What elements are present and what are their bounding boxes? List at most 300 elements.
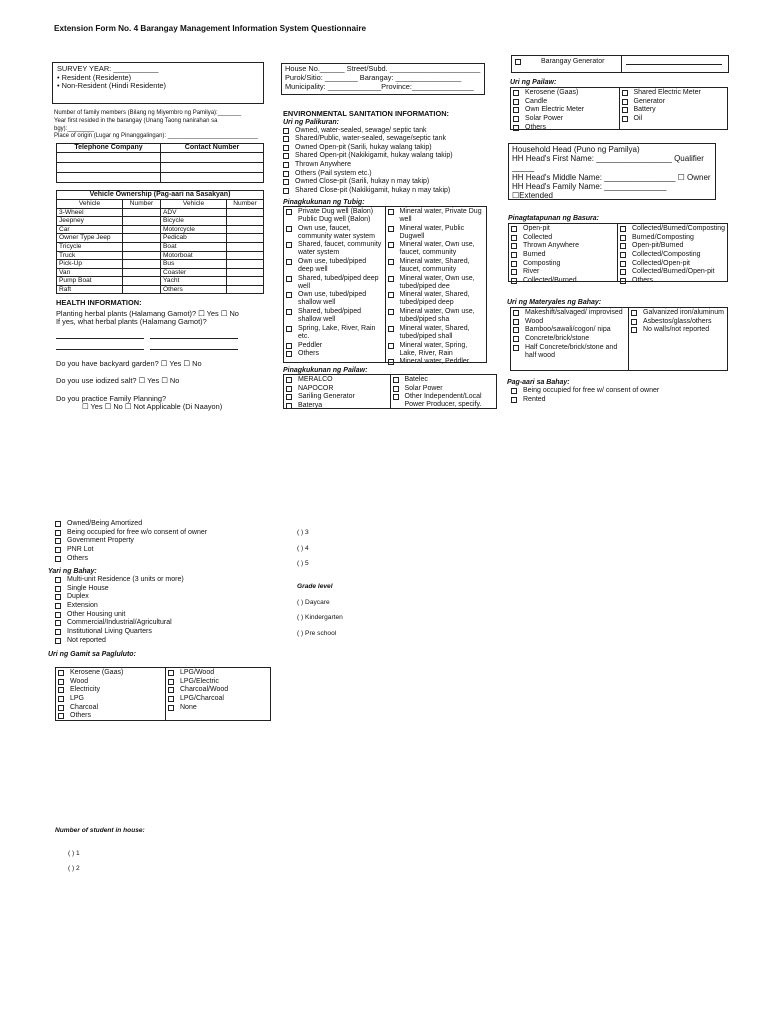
checkbox-icon[interactable] bbox=[283, 145, 289, 151]
materyales-item[interactable] bbox=[513, 309, 626, 317]
palikuran-item[interactable] bbox=[283, 127, 488, 135]
checkbox-icon[interactable] bbox=[620, 243, 626, 249]
gamit-item[interactable] bbox=[58, 669, 163, 677]
checkbox-icon[interactable] bbox=[622, 116, 628, 122]
house-number-field[interactable]: House No.______ Street/Subd. ______________________ bbox=[285, 64, 481, 73]
vehicle-name: 3-Wheel bbox=[57, 208, 123, 217]
palikuran-list bbox=[283, 127, 488, 196]
backyard-garden-question[interactable]: Do you have backyard garden? ☐ Yes ☐ No bbox=[56, 358, 202, 368]
vehicle-number-cell[interactable] bbox=[123, 277, 161, 286]
herbal-question[interactable]: Planting herbal plants (Halamang Gamot)? ☐ Yes ☐ No bbox=[56, 308, 239, 318]
pailaw-source-item[interactable] bbox=[286, 385, 388, 393]
gamit-item[interactable] bbox=[168, 678, 268, 686]
basura-item[interactable] bbox=[620, 225, 725, 233]
checkbox-icon[interactable] bbox=[55, 620, 61, 626]
telephone-cell[interactable] bbox=[57, 163, 161, 173]
tenure-item[interactable] bbox=[55, 529, 275, 537]
checkbox-icon[interactable] bbox=[55, 577, 61, 583]
materyales-item[interactable] bbox=[631, 326, 725, 334]
palikuran-item[interactable] bbox=[283, 178, 488, 186]
sanitation-section bbox=[283, 110, 488, 196]
contact-cell[interactable] bbox=[161, 153, 264, 163]
checkbox-icon[interactable] bbox=[286, 259, 292, 265]
basura-label: Collected/Burned/Composting bbox=[632, 225, 725, 232]
checkbox-icon[interactable] bbox=[622, 90, 628, 96]
vehicle-number-cell[interactable] bbox=[227, 208, 264, 217]
checkbox-icon[interactable] bbox=[622, 107, 628, 113]
tubig-label: Own use, tubed/piped deep well bbox=[298, 258, 367, 274]
checkbox-icon[interactable] bbox=[283, 179, 289, 185]
checkbox-icon[interactable] bbox=[168, 696, 174, 702]
herbal-answer-lines[interactable] bbox=[56, 331, 270, 340]
vehicle-number-cell[interactable] bbox=[227, 277, 264, 286]
checkbox-icon[interactable] bbox=[283, 128, 289, 134]
yari-item[interactable] bbox=[55, 576, 278, 584]
pailaw-source-label: Batelec bbox=[404, 376, 428, 383]
gamit-label: Charcoal/Wood bbox=[180, 686, 229, 694]
student-option[interactable]: ( ) 2 bbox=[68, 865, 80, 873]
checkbox-icon[interactable] bbox=[511, 261, 517, 267]
checkbox-icon[interactable] bbox=[55, 594, 61, 600]
checkbox-icon[interactable] bbox=[286, 343, 292, 349]
pailaw-type-item[interactable] bbox=[513, 89, 617, 97]
checkbox-icon[interactable] bbox=[631, 327, 637, 333]
yari-item[interactable] bbox=[55, 611, 278, 619]
gamit-item[interactable] bbox=[58, 712, 163, 720]
checkbox-icon[interactable] bbox=[286, 242, 292, 248]
tubig-item[interactable] bbox=[388, 291, 485, 307]
checkbox-icon[interactable] bbox=[286, 403, 292, 409]
pagaari-section bbox=[507, 379, 727, 404]
origin-field[interactable]: Place of origin (Lugar ng Pinanggalingan): ___________________________ bbox=[54, 133, 258, 140]
palikuran-item[interactable] bbox=[283, 170, 488, 178]
tubig-item[interactable] bbox=[388, 258, 485, 274]
vehicle-number-cell[interactable] bbox=[227, 234, 264, 243]
tubig-item[interactable] bbox=[388, 208, 485, 224]
pailaw-source-box bbox=[283, 374, 497, 409]
purok-field[interactable]: Purok/Sitio: ________ Barangay: ________________ bbox=[285, 72, 462, 82]
pailaw-type-item[interactable] bbox=[622, 89, 726, 97]
pailaw-source-item[interactable] bbox=[286, 393, 388, 401]
pailaw-source-item[interactable] bbox=[286, 376, 388, 384]
palikuran-item[interactable] bbox=[283, 135, 488, 143]
checkbox-icon[interactable] bbox=[286, 226, 292, 232]
materyales-item[interactable] bbox=[631, 318, 725, 326]
tubig-item[interactable] bbox=[286, 258, 383, 274]
generator-box bbox=[511, 55, 729, 73]
palikuran-item[interactable] bbox=[283, 144, 488, 152]
palikuran-item[interactable] bbox=[283, 161, 488, 169]
basura-item[interactable] bbox=[620, 260, 725, 268]
yari-item[interactable] bbox=[55, 637, 278, 645]
materyales-title: Uri ng Materyales ng Bahay: bbox=[507, 299, 602, 306]
checkbox-icon[interactable] bbox=[286, 394, 292, 400]
checkbox-icon[interactable] bbox=[283, 188, 289, 194]
grade-level-title: Grade level bbox=[297, 583, 333, 590]
tubig-label: Mineral water, Private Dug well bbox=[399, 208, 482, 224]
municipality-field[interactable]: Municipality: _____________Province:_______________ bbox=[285, 81, 474, 91]
yari-label: Institutional Living Quarters bbox=[67, 627, 152, 635]
grade-option-kindergarten[interactable]: ( ) Kindergarten bbox=[297, 614, 343, 622]
pailaw-type-item[interactable] bbox=[513, 98, 617, 106]
vehicle-name: Pick-Up bbox=[57, 260, 123, 269]
pailaw-source-label: MERALCO bbox=[298, 376, 333, 383]
tubig-label: Mineral water, Own use, tubed/piped sha bbox=[399, 308, 475, 324]
pagaari-item[interactable] bbox=[511, 387, 727, 395]
checkbox-icon[interactable] bbox=[58, 679, 64, 685]
yari-item[interactable] bbox=[55, 628, 278, 636]
checkbox-icon[interactable] bbox=[513, 319, 519, 325]
basura-label: Collected/Burned/Open-pit bbox=[632, 268, 715, 276]
tubig-item[interactable] bbox=[286, 291, 383, 307]
yari-item[interactable] bbox=[55, 585, 278, 593]
gamit-item[interactable] bbox=[168, 669, 268, 677]
checkbox-icon[interactable] bbox=[58, 687, 64, 693]
checkbox-icon[interactable] bbox=[283, 153, 289, 159]
contact-cell[interactable] bbox=[161, 173, 264, 183]
yari-label: Duplex bbox=[67, 593, 89, 601]
gamit-label: LPG/Electric bbox=[180, 677, 219, 685]
checkbox-icon[interactable] bbox=[388, 359, 394, 365]
checkbox-icon[interactable] bbox=[55, 538, 61, 544]
family-members-field[interactable]: Number of family members (Bilang ng Miyembro ng Pamilya):_______ bbox=[54, 110, 242, 116]
basura-item[interactable] bbox=[620, 277, 725, 285]
gamit-item[interactable] bbox=[168, 695, 268, 703]
checkbox-icon[interactable] bbox=[286, 377, 292, 383]
checkbox-icon[interactable] bbox=[620, 226, 626, 232]
gamit-item[interactable] bbox=[58, 704, 163, 712]
checkbox-icon[interactable] bbox=[55, 612, 61, 618]
materyales-label: Concrete/brick/stone bbox=[525, 334, 590, 342]
pailaw-type-item[interactable] bbox=[622, 98, 726, 106]
vehicle-number-cell[interactable] bbox=[227, 225, 264, 234]
survey-box bbox=[52, 62, 264, 104]
generator-field[interactable] bbox=[626, 58, 722, 65]
tubig-label: Mineral water, Own use, faucet, community bbox=[399, 241, 475, 257]
checkbox-icon[interactable] bbox=[286, 309, 292, 315]
checkbox-icon[interactable] bbox=[58, 713, 64, 719]
checkbox-icon[interactable] bbox=[511, 252, 517, 258]
checkbox-icon[interactable] bbox=[58, 696, 64, 702]
tubig-item[interactable] bbox=[388, 308, 485, 324]
checkbox-icon[interactable] bbox=[620, 252, 626, 258]
vehicle-table-title: Vehicle Ownership (Pag-aari na Sasakyan) bbox=[57, 191, 264, 200]
materyales-item[interactable] bbox=[513, 344, 626, 360]
checkbox-icon[interactable] bbox=[631, 319, 637, 325]
telephone-cell[interactable] bbox=[57, 173, 161, 183]
checkbox-icon[interactable] bbox=[168, 705, 174, 711]
pailaw-type-item[interactable] bbox=[513, 115, 617, 123]
checkbox-icon[interactable] bbox=[388, 209, 394, 215]
checkbox-icon[interactable] bbox=[286, 326, 292, 332]
checkbox-icon[interactable] bbox=[168, 670, 174, 676]
checkbox-icon[interactable] bbox=[388, 276, 394, 282]
vehicle-name: Car bbox=[57, 225, 123, 234]
tubig-item[interactable] bbox=[388, 358, 485, 366]
materyales-item[interactable] bbox=[513, 326, 626, 334]
checkbox-icon[interactable] bbox=[511, 397, 517, 403]
tubig-item[interactable] bbox=[286, 308, 383, 324]
checkbox-icon[interactable] bbox=[388, 226, 394, 232]
checkbox-icon[interactable] bbox=[168, 687, 174, 693]
pailaw-source-item[interactable] bbox=[393, 393, 495, 409]
basura-label: Collected/Open-pit bbox=[632, 259, 690, 267]
grade-option-preschool[interactable]: ( ) Pre school bbox=[297, 629, 337, 637]
checkbox-icon[interactable] bbox=[513, 345, 519, 351]
basura-title: Pinagtatapunan ng Basura: bbox=[508, 215, 600, 222]
basura-item[interactable] bbox=[620, 268, 725, 276]
basura-item[interactable] bbox=[511, 277, 615, 285]
checkbox-icon[interactable] bbox=[55, 638, 61, 644]
yari-item[interactable] bbox=[55, 593, 278, 601]
checkbox-icon[interactable] bbox=[388, 309, 394, 315]
checkbox-icon[interactable] bbox=[388, 343, 394, 349]
checkbox-icon[interactable] bbox=[631, 310, 637, 316]
herbal-answer-lines[interactable] bbox=[56, 341, 270, 350]
tubig-item[interactable] bbox=[388, 342, 485, 358]
gamit-item[interactable] bbox=[58, 686, 163, 694]
tubig-item[interactable] bbox=[388, 225, 485, 241]
resident-option[interactable]: • Resident (Residente) bbox=[57, 72, 132, 82]
checkbox-icon[interactable] bbox=[513, 107, 519, 113]
materyales-label: Wood bbox=[525, 317, 544, 325]
basura-item[interactable] bbox=[511, 234, 615, 242]
tenure-label: Government Property bbox=[67, 537, 134, 545]
vehicle-number-cell[interactable] bbox=[123, 217, 161, 226]
tubig-item[interactable] bbox=[388, 325, 485, 341]
middle-name-field[interactable]: HH Head's Middle Name: ________________ ☐ Owner bbox=[512, 172, 711, 182]
checkbox-icon[interactable] bbox=[393, 386, 399, 392]
family-info bbox=[54, 110, 268, 141]
tubig-item[interactable] bbox=[286, 325, 383, 341]
tubig-item[interactable] bbox=[286, 225, 383, 241]
checkbox-icon[interactable] bbox=[283, 162, 289, 168]
checkbox-icon[interactable] bbox=[620, 235, 626, 241]
basura-item[interactable] bbox=[511, 260, 615, 268]
vehicle-number-cell[interactable] bbox=[123, 260, 161, 269]
checkbox-icon[interactable] bbox=[511, 269, 517, 275]
checkbox-icon[interactable] bbox=[286, 292, 292, 298]
checkbox-icon[interactable] bbox=[55, 603, 61, 609]
vehicle-header: Vehicle bbox=[161, 200, 227, 209]
pailaw-type-item[interactable] bbox=[622, 115, 726, 123]
tubig-item[interactable] bbox=[388, 241, 485, 257]
vehicle-number-cell[interactable] bbox=[227, 268, 264, 277]
checkbox-icon[interactable] bbox=[55, 521, 61, 527]
tenure-item[interactable] bbox=[55, 520, 275, 528]
vehicle-name: Boat bbox=[161, 242, 227, 251]
count-option[interactable]: ( ) 4 bbox=[297, 544, 309, 552]
vehicle-number-cell[interactable] bbox=[123, 225, 161, 234]
palikuran-item[interactable] bbox=[283, 152, 488, 160]
checkbox-icon[interactable] bbox=[283, 136, 289, 142]
checkbox-icon[interactable] bbox=[620, 261, 626, 267]
non-resident-option[interactable]: • Non-Resident (Hindi Residente) bbox=[57, 81, 166, 91]
checkbox-icon[interactable] bbox=[283, 171, 289, 177]
vehicle-number-cell[interactable] bbox=[123, 242, 161, 251]
basura-item[interactable] bbox=[511, 251, 615, 259]
checkbox-icon[interactable] bbox=[620, 278, 626, 284]
tubig-label: Own use, faucet, community water system bbox=[298, 224, 376, 240]
vehicle-number-cell[interactable] bbox=[227, 217, 264, 226]
basura-label: River bbox=[523, 268, 540, 276]
tenure-item[interactable] bbox=[55, 537, 275, 545]
tubig-item[interactable] bbox=[388, 275, 485, 291]
yari-label: Other Housing unit bbox=[67, 610, 126, 618]
extended-option[interactable]: ☐Extended bbox=[512, 190, 553, 200]
checkbox-icon[interactable] bbox=[511, 278, 517, 284]
checkbox-icon[interactable] bbox=[286, 386, 292, 392]
checkbox-icon[interactable] bbox=[513, 336, 519, 342]
pagaari-label: Being occupied for free w/ consent of owner bbox=[523, 387, 660, 395]
checkbox-icon[interactable] bbox=[388, 242, 394, 248]
vehicle-number-cell[interactable] bbox=[227, 251, 264, 260]
pailaw-source-label: Solar Power bbox=[404, 384, 443, 392]
checkbox-icon[interactable] bbox=[58, 705, 64, 711]
tubig-item[interactable] bbox=[286, 350, 383, 358]
gamit-item[interactable] bbox=[58, 678, 163, 686]
yari-title: Yari ng Bahay: bbox=[48, 568, 97, 575]
vehicle-name: Yacht bbox=[161, 277, 227, 286]
checkbox-icon[interactable] bbox=[55, 530, 61, 536]
tenure-item[interactable] bbox=[55, 555, 275, 563]
checkbox-icon[interactable] bbox=[513, 125, 519, 131]
sanitation-title: ENVIRONMENTAL SANITATION INFORMATION: bbox=[283, 109, 450, 118]
yari-label: Single House bbox=[67, 584, 109, 592]
gamit-item[interactable] bbox=[168, 704, 268, 712]
materyales-label: Asbestos/glass/others bbox=[643, 317, 712, 325]
checkbox-icon[interactable] bbox=[55, 629, 61, 635]
vehicle-row bbox=[57, 268, 264, 277]
family-name-field[interactable]: HH Head's Family Name: ______________ bbox=[512, 181, 667, 191]
checkbox-icon[interactable] bbox=[286, 351, 292, 357]
pailaw-type-item[interactable] bbox=[622, 106, 726, 114]
tubig-title: Pinagkukunan ng Tubig: bbox=[283, 199, 365, 206]
checkbox-icon[interactable] bbox=[388, 259, 394, 265]
basura-item[interactable] bbox=[620, 251, 725, 259]
tubig-item[interactable] bbox=[286, 241, 383, 257]
basura-item[interactable] bbox=[620, 242, 725, 250]
checkbox-icon[interactable] bbox=[286, 276, 292, 282]
pailaw-source-item[interactable] bbox=[393, 376, 495, 384]
checkbox-icon[interactable] bbox=[55, 556, 61, 562]
materyales-item[interactable] bbox=[513, 318, 626, 326]
checkbox-icon[interactable] bbox=[58, 670, 64, 676]
basura-label: Others bbox=[632, 276, 654, 284]
yari-label: Extension bbox=[67, 601, 98, 609]
pailaw-source-item[interactable] bbox=[393, 385, 495, 393]
tenure-label: Others bbox=[67, 554, 89, 562]
yari-label: Multi-unit Residence (3 units or more) bbox=[67, 576, 184, 584]
pailaw-source-item[interactable] bbox=[286, 402, 388, 410]
survey-year[interactable]: SURVEY YEAR: ___________ bbox=[57, 64, 159, 73]
checkbox-icon[interactable] bbox=[168, 679, 174, 685]
checkbox-icon[interactable] bbox=[393, 394, 399, 400]
gamit-item[interactable] bbox=[168, 686, 268, 694]
vehicle-number-cell[interactable] bbox=[123, 268, 161, 277]
checkbox-icon[interactable] bbox=[55, 586, 61, 592]
checkbox-icon[interactable] bbox=[622, 99, 628, 105]
vehicle-name: Truck bbox=[57, 251, 123, 260]
tubig-item[interactable] bbox=[286, 208, 383, 224]
checkbox-icon[interactable] bbox=[620, 269, 626, 275]
checkbox-icon[interactable] bbox=[388, 326, 394, 332]
vehicle-number-cell[interactable] bbox=[123, 285, 161, 294]
tubig-item[interactable] bbox=[286, 275, 383, 291]
vehicle-number-cell[interactable] bbox=[123, 251, 161, 260]
materyales-item[interactable] bbox=[631, 309, 725, 317]
pailaw-type-label: Others bbox=[525, 123, 547, 131]
checkbox-icon[interactable] bbox=[513, 99, 519, 105]
grade-option-daycare[interactable]: ( ) Daycare bbox=[297, 598, 330, 606]
materyales-item[interactable] bbox=[513, 335, 626, 343]
palikuran-item[interactable] bbox=[283, 187, 488, 195]
checkbox-icon[interactable] bbox=[393, 377, 399, 383]
basura-item[interactable] bbox=[511, 242, 615, 250]
pailaw-source-label: Sariling Generator bbox=[298, 393, 355, 401]
vehicle-row bbox=[57, 242, 264, 251]
yari-label: Commercial/Industrial/Agricultural bbox=[67, 619, 172, 627]
checkbox-icon[interactable] bbox=[388, 292, 394, 298]
vehicle-number-cell[interactable] bbox=[227, 285, 264, 294]
household-head-box bbox=[508, 143, 716, 200]
vehicle-number-cell[interactable] bbox=[227, 260, 264, 269]
count-option[interactable]: ( ) 3 bbox=[297, 529, 309, 536]
checkbox-icon[interactable] bbox=[511, 243, 517, 249]
telephone-cell[interactable] bbox=[57, 153, 161, 163]
checkbox-icon[interactable] bbox=[511, 226, 517, 232]
pailaw-type-item[interactable] bbox=[513, 106, 617, 114]
generator-checkbox[interactable] bbox=[515, 59, 521, 65]
tenure-label: Owned/Being Amortized bbox=[67, 520, 143, 527]
tenure-item[interactable] bbox=[55, 546, 275, 554]
checkbox-icon[interactable] bbox=[513, 90, 519, 96]
checkbox-icon[interactable] bbox=[513, 310, 519, 316]
checkbox-icon[interactable] bbox=[286, 209, 292, 215]
pagaari-item[interactable] bbox=[511, 396, 727, 404]
tenure-list bbox=[55, 520, 275, 563]
gamit-item[interactable] bbox=[58, 695, 163, 703]
basura-item[interactable] bbox=[511, 268, 615, 276]
yari-label: Not reported bbox=[67, 636, 106, 644]
health-section bbox=[56, 299, 270, 412]
yari-item[interactable] bbox=[55, 619, 278, 627]
yari-item[interactable] bbox=[55, 602, 278, 610]
checkbox-icon[interactable] bbox=[513, 327, 519, 333]
checkbox-icon[interactable] bbox=[511, 235, 517, 241]
checkbox-icon[interactable] bbox=[55, 547, 61, 553]
vehicle-number-cell[interactable] bbox=[227, 242, 264, 251]
first-name-field[interactable]: HH Head's First Name: _________________ Qualifier bbox=[512, 154, 704, 164]
vehicle-name: Others bbox=[161, 285, 227, 294]
basura-item[interactable] bbox=[511, 225, 615, 233]
vehicle-number-cell[interactable] bbox=[123, 234, 161, 243]
basura-item[interactable] bbox=[620, 234, 725, 242]
vehicle-number-cell[interactable] bbox=[123, 208, 161, 217]
tubig-label: Shared, tubed/piped deep well bbox=[298, 274, 379, 290]
family-planning-options[interactable]: ☐ Yes ☐ No ☐ Not Applicable (Di Naayon) bbox=[82, 402, 223, 412]
iodized-salt-question[interactable]: Do you use iodized salt? ☐ Yes ☐ No bbox=[56, 376, 180, 386]
year-first-field[interactable]: bgy):________ bbox=[54, 125, 95, 132]
tubig-item[interactable] bbox=[286, 342, 383, 350]
student-option[interactable]: ( ) 1 bbox=[68, 849, 80, 857]
checkbox-icon[interactable] bbox=[511, 388, 517, 394]
checkbox-icon[interactable] bbox=[513, 116, 519, 122]
tenure-label: PNR Lot bbox=[67, 545, 94, 553]
count-option[interactable]: ( ) 5 bbox=[297, 560, 309, 568]
pailaw-type-item[interactable] bbox=[513, 124, 617, 132]
contact-cell[interactable] bbox=[161, 163, 264, 173]
